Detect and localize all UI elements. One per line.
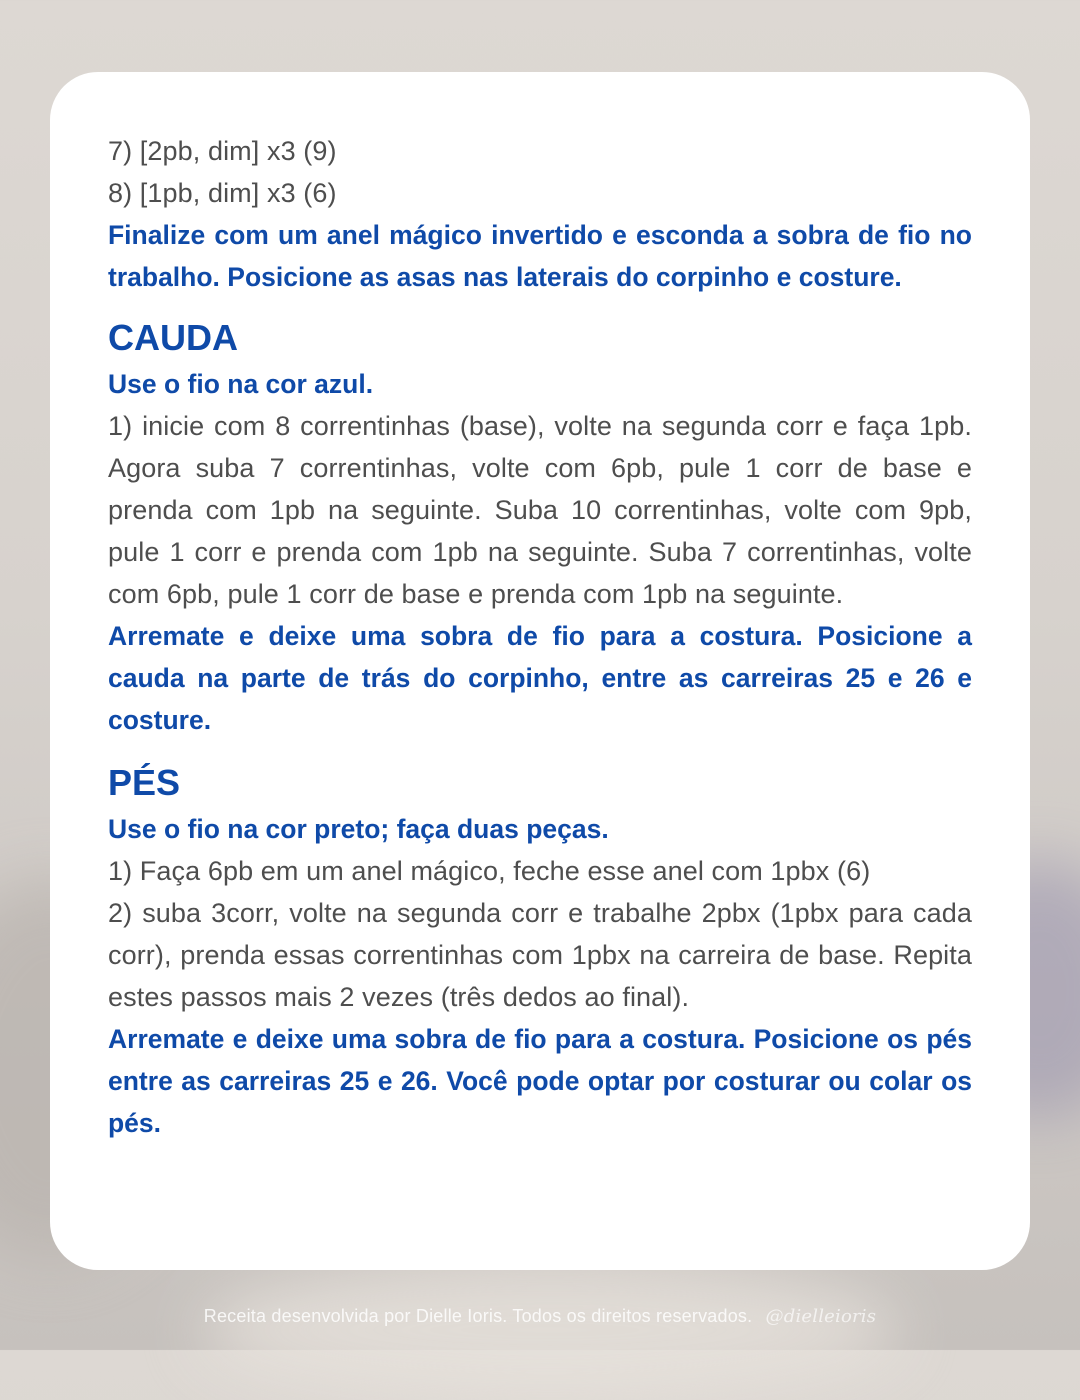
pes-step-1: 1) Faça 6pb em um anel mágico, feche esse anel com 1pbx (6) — [108, 856, 871, 886]
footer-credit: Receita desenvolvida por Dielle Ioris. Todos os direitos reservados. — [203, 1306, 753, 1326]
row-8: 8) [1pb, dim] x3 (6) — [108, 178, 337, 208]
section-title-cauda: CAUDA — [108, 317, 238, 358]
cauda-step-1: 1) inicie com 8 correntinhas (base), volte na segunda corr e faça 1pb. Agora suba 7 correntinhas, volte com 6pb, pule 1 corr de base e prenda com 1pb na seguinte. Suba 10 correntinhas, volte com 9pb, pule 1 corr e prenda com 1pb na seguinte. Suba 7 correntinhas, volte com 6pb, pule 1 corr de base e prenda com 1pb na seguinte. — [108, 411, 972, 609]
row-7: 7) [2pb, dim] x3 (9) — [108, 136, 337, 166]
pes-step-2: 2) suba 3corr, volte na segunda corr e trabalhe 2pbx (1pbx para cada corr), prenda essas correntinhas com 1pbx na carreira de base. Repita estes passos mais 2 vezes (três dedos ao final). — [108, 898, 972, 1012]
cauda-finish-note: Arremate e deixe uma sobra de fio para a costura. Posicione a cauda na parte de trás do corpinho, entre as carreiras 25 e 26 e costure. — [108, 621, 972, 735]
background-blur-bottom — [200, 1260, 900, 1400]
pes-finish-note: Arremate e deixe uma sobra de fio para a costura. Posicione os pés entre as carreiras 25 e 26. Você pode optar por costurar ou colar os pés. — [108, 1024, 972, 1138]
footer-signature: @dielleioris — [765, 1306, 877, 1327]
pes-yarn-note: Use o fio na cor preto; faça duas peças. — [108, 814, 609, 844]
section-title-pes: PÉS — [108, 762, 181, 803]
recipe-card — [50, 72, 1030, 1270]
footer — [0, 1306, 1080, 1327]
cauda-yarn-note: Use o fio na cor azul. — [108, 369, 374, 399]
asas-finish-note: Finalize com um anel mágico invertido e esconda a sobra de fio no trabalho. Posicione as asas nas laterais do corpinho e costure. — [108, 220, 972, 292]
